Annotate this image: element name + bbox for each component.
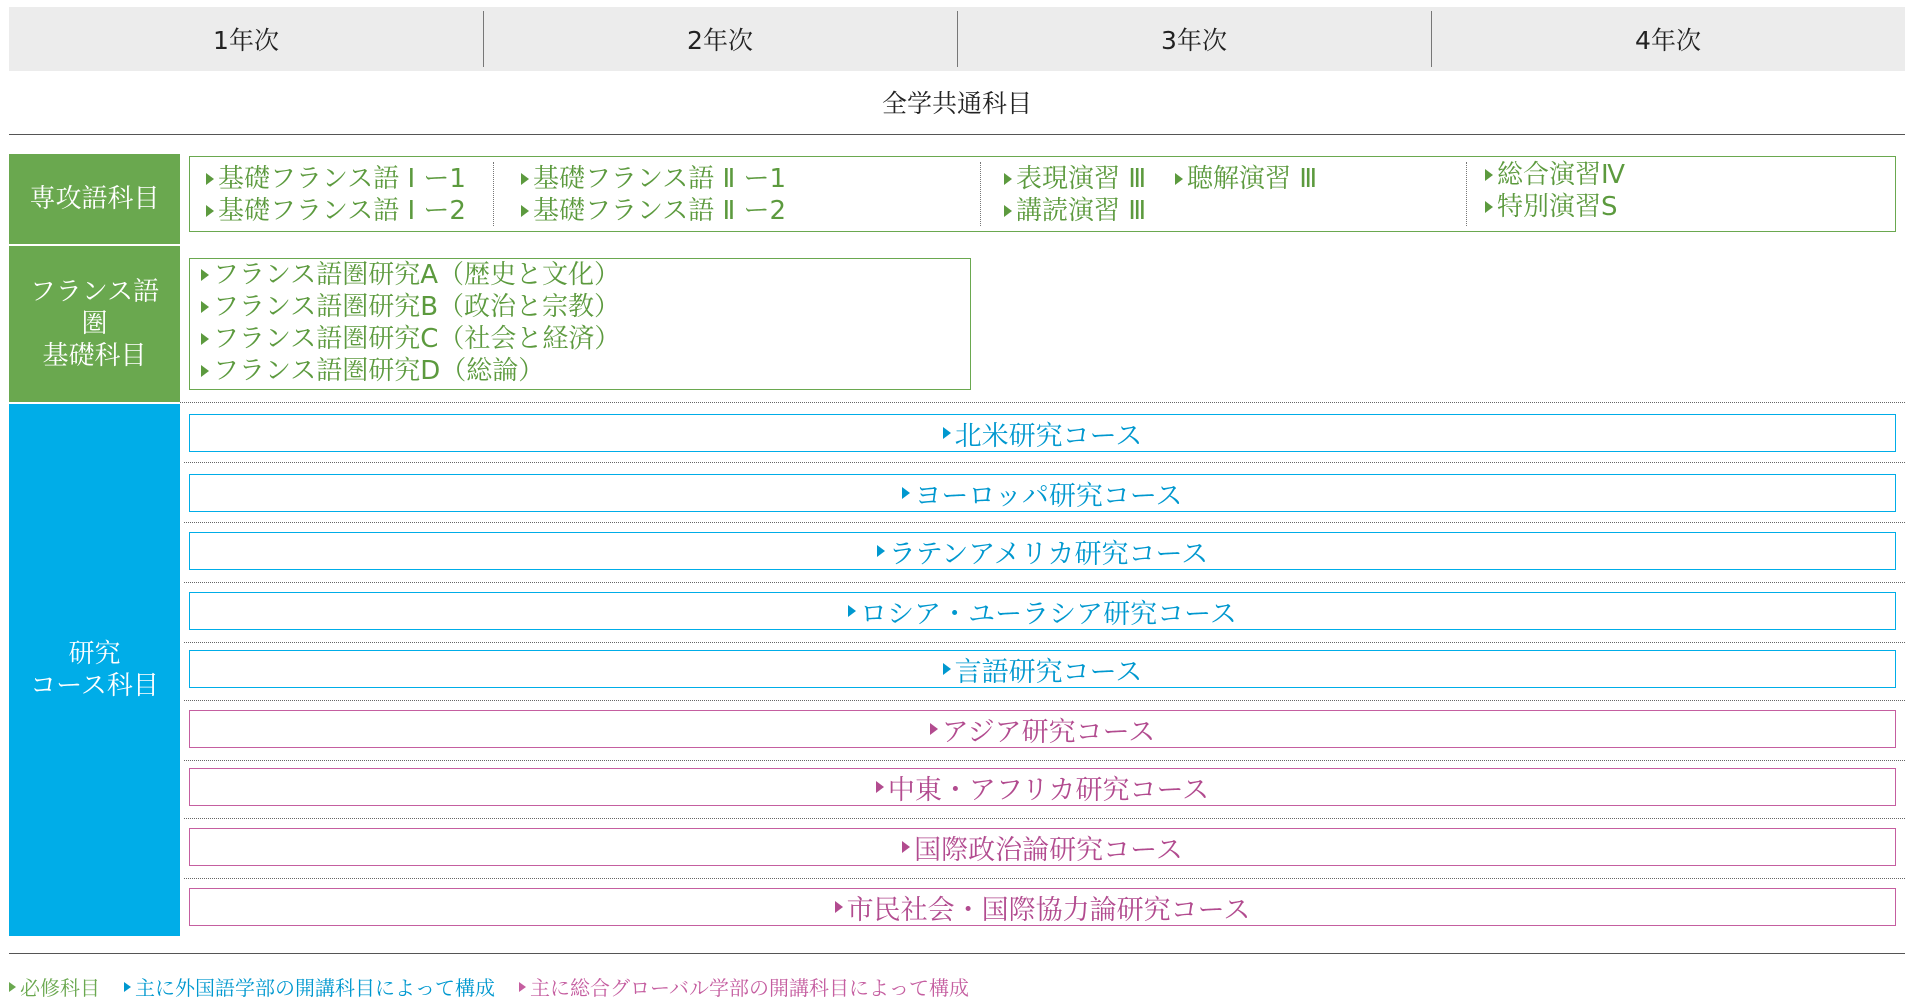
course-north-america: 北米研究コース: [189, 414, 1896, 452]
subject-item: 基礎フランス語 Ⅰ ー1: [206, 163, 466, 195]
triangle-bullet-icon: [201, 269, 209, 281]
category-francophone-basic: フランス語 圏 基礎科目: [9, 246, 180, 402]
triangle-bullet-icon: [902, 841, 910, 853]
row-separator: [184, 642, 1905, 643]
year-4-label: 4年次: [1431, 7, 1905, 71]
course-international-politics: 国際政治論研究コース: [189, 828, 1896, 866]
triangle-bullet-icon: [877, 545, 885, 557]
triangle-bullet-icon: [521, 205, 529, 217]
triangle-bullet-icon: [1175, 173, 1183, 185]
triangle-bullet-icon: [876, 781, 884, 793]
triangle-bullet-icon: [1004, 173, 1012, 185]
category-research-course: 研究 コース科目: [9, 404, 180, 936]
year-1-label: 1年次: [213, 26, 279, 55]
legend-foreign: 主に外国語学部の開講科目によって構成: [124, 972, 495, 1001]
subject-item: 表現演習 Ⅲ: [1004, 163, 1146, 195]
subject-item: 基礎フランス語 Ⅰ ー2: [206, 195, 466, 227]
triangle-bullet-icon: [835, 901, 843, 913]
triangle-bullet-icon: [201, 301, 209, 313]
subject-item: フランス語圏研究B（政治と宗教）: [201, 291, 620, 323]
year-divider: [493, 162, 494, 226]
category-major-language: 専攻語科目: [9, 154, 180, 244]
common-subjects-label: 全学共通科目: [881, 89, 1032, 118]
triangle-bullet-icon: [206, 205, 214, 217]
triangle-bullet-icon: [1485, 201, 1493, 213]
row-separator: [184, 522, 1905, 523]
subject-item: 基礎フランス語 Ⅱ ー2: [521, 195, 786, 227]
triangle-bullet-icon: [943, 663, 951, 675]
subject-item: フランス語圏研究A（歴史と文化）: [201, 259, 620, 291]
triangle-bullet-icon: [201, 333, 209, 345]
triangle-bullet-icon: [1004, 205, 1012, 217]
triangle-bullet-icon: [521, 173, 529, 185]
subject-item: 総合演習Ⅳ: [1485, 159, 1625, 191]
year-divider: [1466, 162, 1467, 226]
subject-item: 特別演習S: [1485, 191, 1618, 223]
course-middle-east-africa: 中東・アフリカ研究コース: [189, 768, 1896, 806]
subject-item: フランス語圏研究D（総論）: [201, 355, 544, 387]
triangle-bullet-icon: [519, 982, 526, 992]
year-header: [9, 7, 1905, 71]
triangle-bullet-icon: [943, 427, 951, 439]
course-civil-society: 市民社会・国際協力論研究コース: [189, 888, 1896, 926]
course-asia: アジア研究コース: [189, 710, 1896, 748]
course-europe: ヨーロッパ研究コース: [189, 474, 1896, 512]
triangle-bullet-icon: [9, 982, 16, 992]
row-separator: [184, 760, 1905, 761]
legend: [9, 972, 969, 1001]
course-linguistics: 言語研究コース: [189, 650, 1896, 688]
year-2-label: 2年次: [483, 7, 957, 71]
triangle-bullet-icon: [902, 487, 910, 499]
triangle-bullet-icon: [201, 365, 209, 377]
triangle-bullet-icon: [930, 723, 938, 735]
subject-item: 基礎フランス語 Ⅱ ー1: [521, 163, 786, 195]
subject-item: フランス語圏研究C（社会と経済）: [201, 323, 620, 355]
legend-global: 主に総合グローバル学部の開講科目によって構成: [519, 972, 969, 1001]
divider-top: [9, 134, 1905, 135]
legend-required: 必修科目: [9, 972, 100, 1001]
row-separator: [184, 462, 1905, 463]
divider-bottom: [9, 953, 1905, 954]
row-separator: [180, 402, 1905, 403]
subject-item: 講読演習 Ⅲ: [1004, 195, 1146, 227]
year-3-label: 3年次: [957, 7, 1431, 71]
triangle-bullet-icon: [124, 982, 131, 992]
triangle-bullet-icon: [206, 173, 214, 185]
year-divider: [980, 162, 981, 226]
course-latin-america: ラテンアメリカ研究コース: [189, 532, 1896, 570]
row-separator: [184, 582, 1905, 583]
triangle-bullet-icon: [848, 605, 856, 617]
row-separator: [184, 700, 1905, 701]
row-separator: [184, 818, 1905, 819]
row-separator: [184, 878, 1905, 879]
subject-item: 聴解演習 Ⅲ: [1175, 163, 1317, 195]
course-russia-eurasia: ロシア・ユーラシア研究コース: [189, 592, 1896, 630]
triangle-bullet-icon: [1485, 169, 1493, 181]
